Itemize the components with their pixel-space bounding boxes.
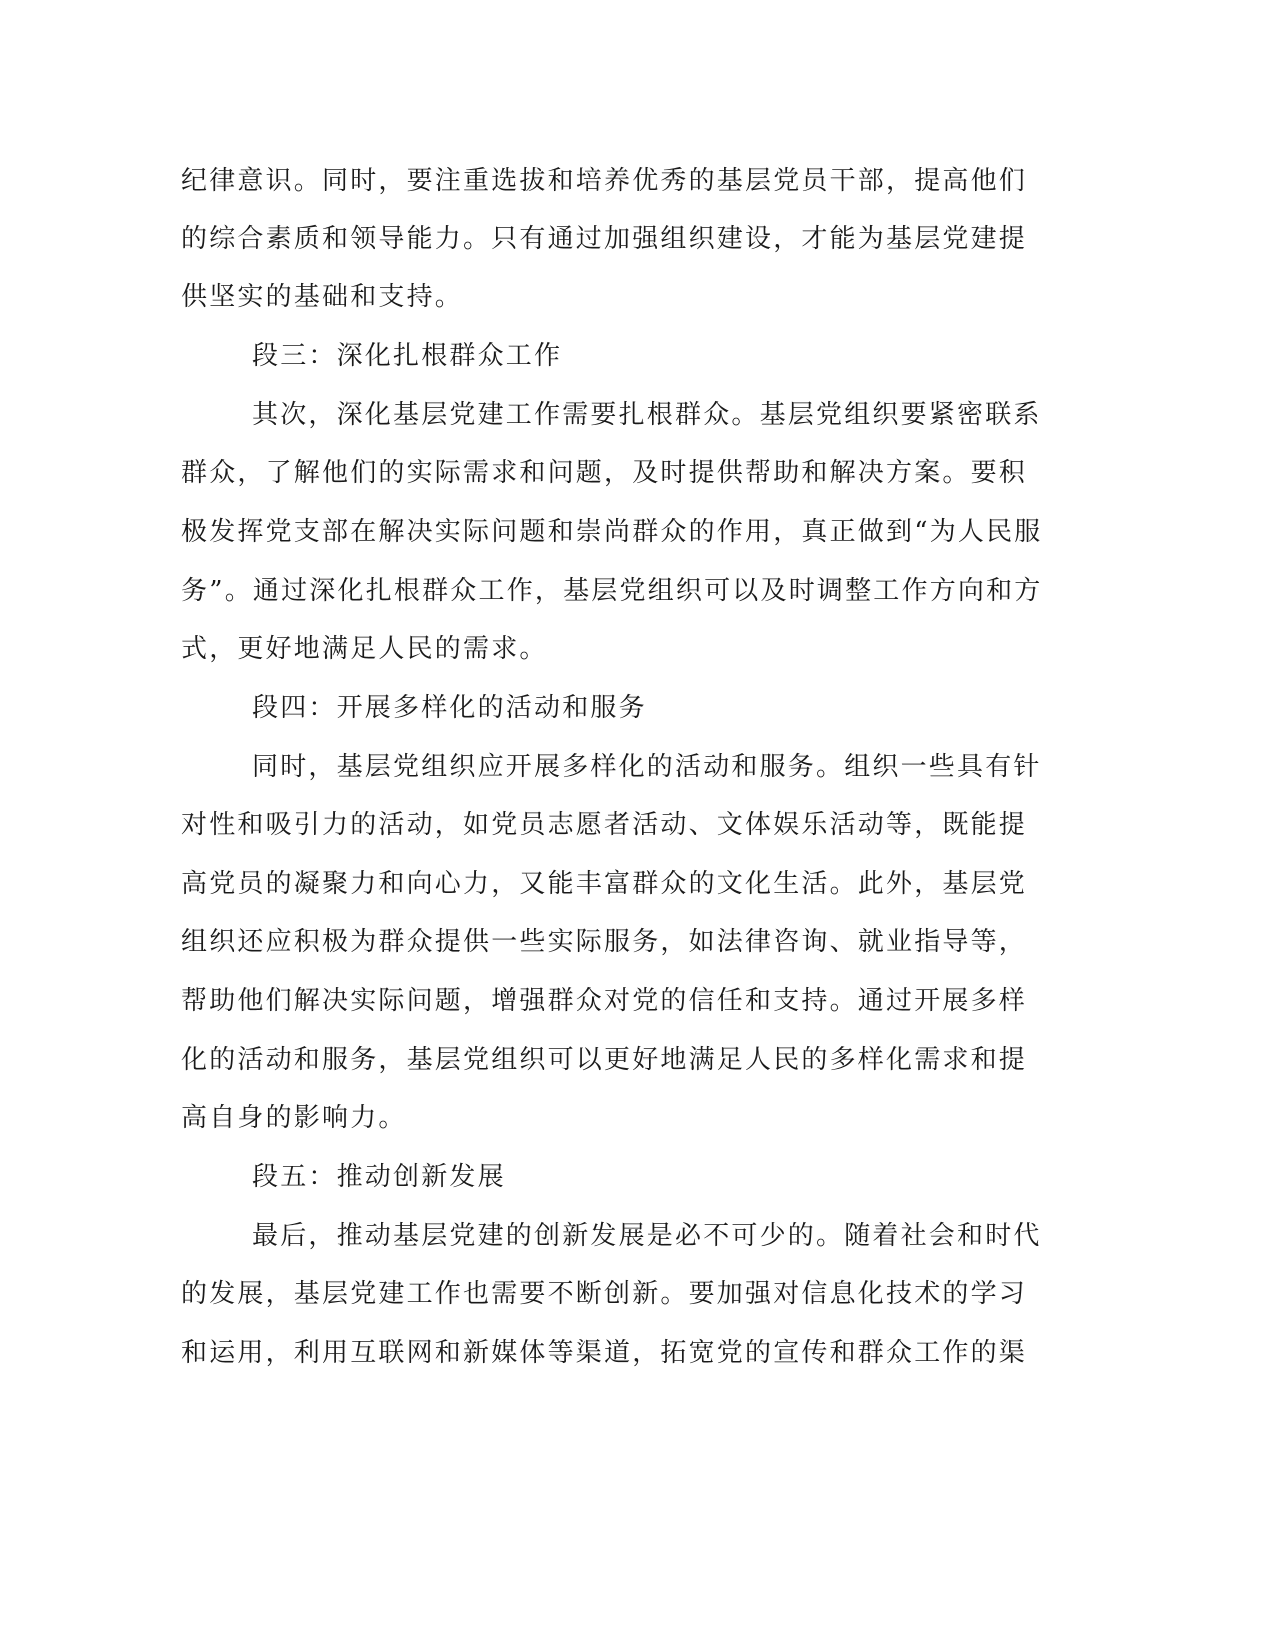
body-line: 高自身的影响力。 [181, 1103, 407, 1133]
body-line: 对性和吸引力的活动，如党员志愿者活动、文体娱乐活动等，既能提 [181, 810, 1028, 840]
body-line: 的综合素质和领导能力。只有通过加强组织建设，才能为基层党建提 [181, 224, 1028, 254]
body-line: 供坚实的基础和支持。 [181, 282, 464, 312]
body-line: 高党员的凝聚力和向心力，又能丰富群众的文化生活。此外，基层党 [181, 869, 1028, 899]
section-heading-5: 段五：推动创新发展 [252, 1162, 506, 1192]
body-line: 的发展，基层党建工作也需要不断创新。要加强对信息化技术的学习 [181, 1279, 1028, 1309]
body-line: 纪律意识。同时，要注重选拔和培养优秀的基层党员干部，提高他们 [181, 166, 1028, 196]
body-line: 化的活动和服务，基层党组织可以更好地满足人民的多样化需求和提 [181, 1045, 1028, 1075]
body-line: 极发挥党支部在解决实际问题和崇尚群众的作用，真正做到“为人民服 [181, 517, 1043, 547]
section-heading-4: 段四：开展多样化的活动和服务 [252, 693, 647, 723]
body-line: 和运用，利用互联网和新媒体等渠道，拓宽党的宣传和群众工作的渠 [181, 1338, 1028, 1368]
body-line: 帮助他们解决实际问题，增强群众对党的信任和支持。通过开展多样 [181, 986, 1028, 1016]
body-line: 务”。通过深化扎根群众工作，基层党组织可以及时调整工作方向和方 [181, 576, 1043, 606]
body-line: 式，更好地满足人民的需求。 [181, 634, 548, 664]
body-line: 同时，基层党组织应开展多样化的活动和服务。组织一些具有针 [252, 752, 1042, 782]
body-line: 其次，深化基层党建工作需要扎根群众。基层党组织要紧密联系 [252, 400, 1042, 430]
body-line: 组织还应积极为群众提供一些实际服务，如法律咨询、就业指导等， [181, 927, 1028, 957]
body-line: 最后，推动基层党建的创新发展是必不可少的。随着社会和时代 [252, 1221, 1042, 1251]
body-line: 群众，了解他们的实际需求和问题，及时提供帮助和解决方案。要积 [181, 458, 1028, 488]
section-heading-3: 段三：深化扎根群众工作 [252, 341, 563, 371]
